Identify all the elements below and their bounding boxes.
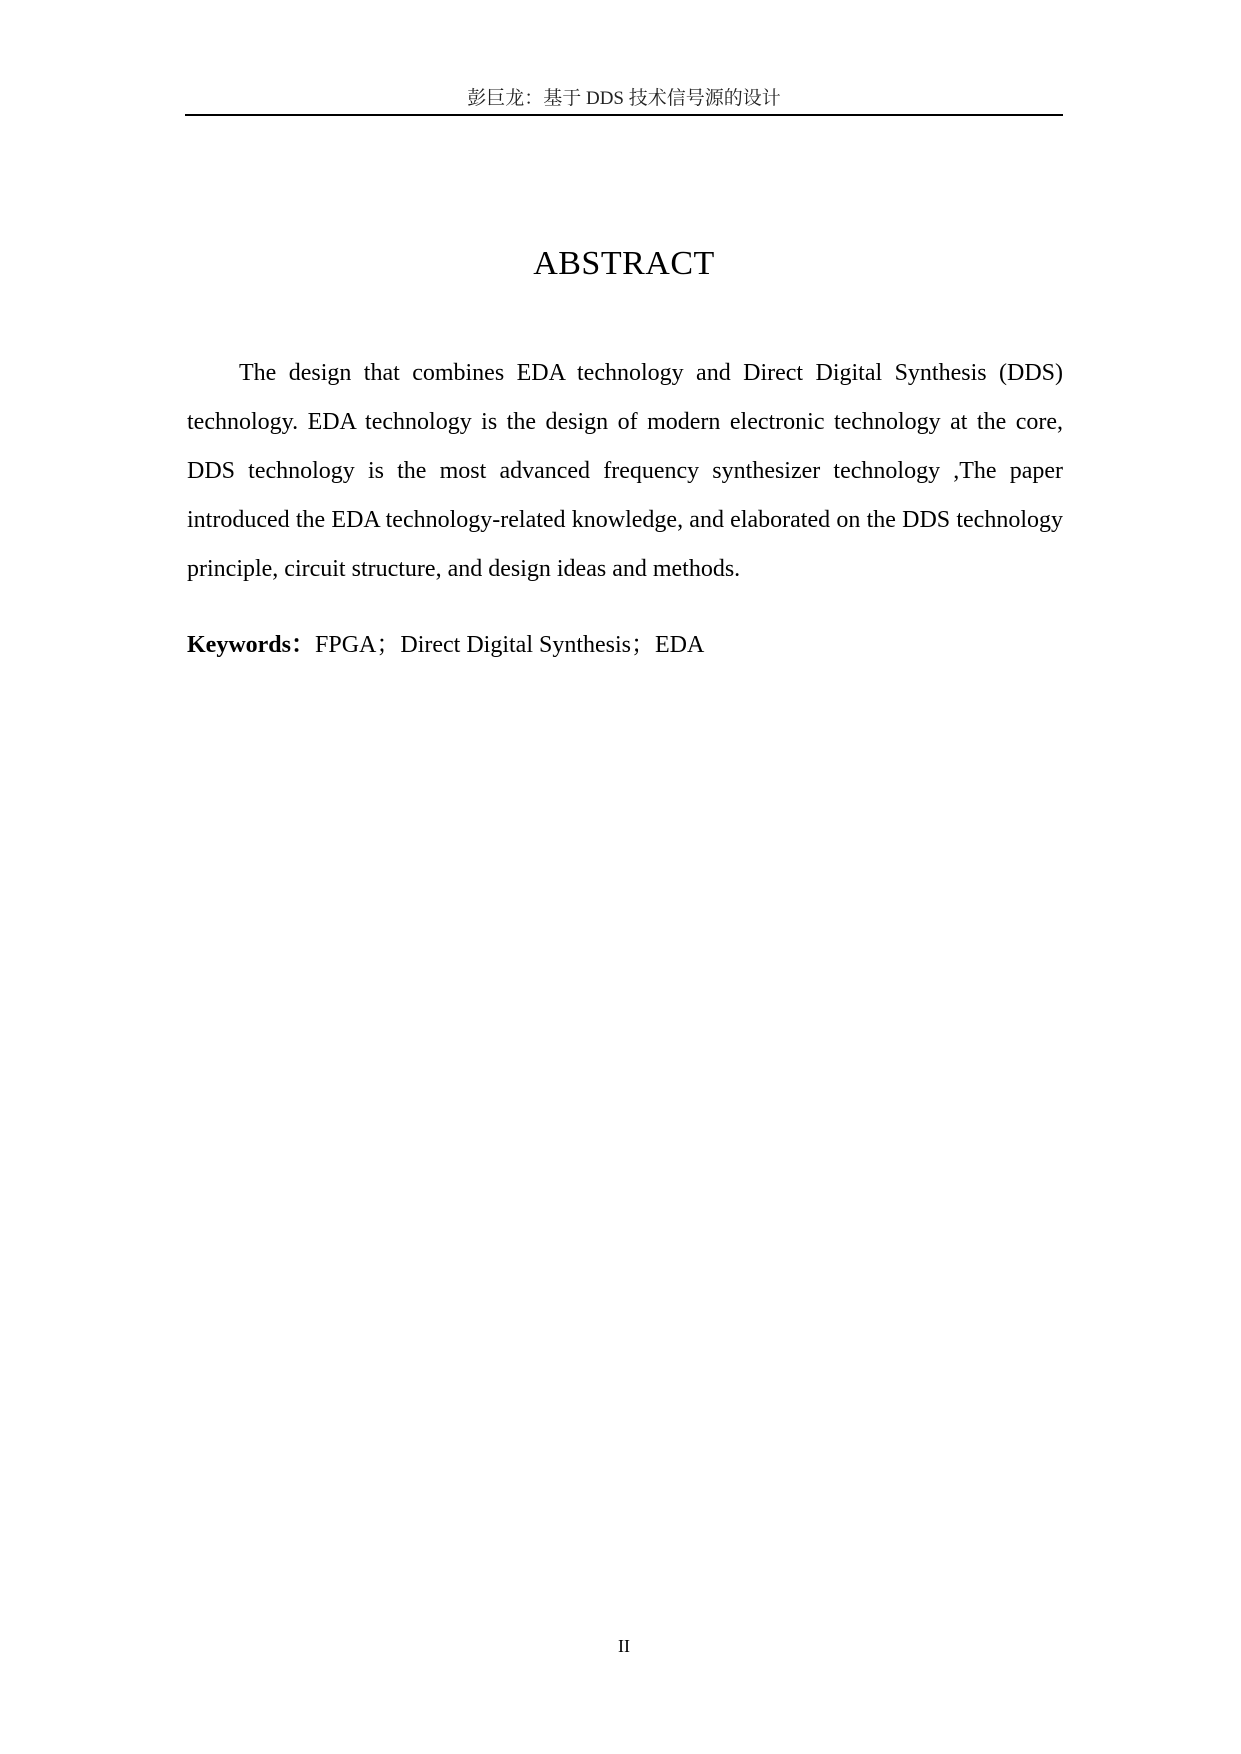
keyword-item: FPGA；	[315, 632, 401, 658]
keywords-line	[187, 625, 1063, 665]
keyword-item: Direct Digital Synthesis；	[400, 632, 655, 658]
header-divider	[185, 114, 1063, 116]
keywords-label: Keywords：	[187, 632, 315, 658]
keyword-item: EDA	[655, 632, 705, 658]
page-number: II	[618, 1636, 630, 1656]
abstract-body: The design that combines EDA technology and Direct Digital Synthesis (DDS) technology. EDA technology is the design of modern electronic technology at the core, DDS technology is the most advanced frequency synthesizer technology ,The paper introduced the EDA technology-related knowledge, and elaborated on the DDS technology principle, circuit structure, and design ideas and methods.	[187, 360, 1063, 582]
abstract-title: ABSTRACT	[533, 245, 715, 282]
running-header: 彭巨龙：基于 DDS 技术信号源的设计	[467, 88, 781, 109]
